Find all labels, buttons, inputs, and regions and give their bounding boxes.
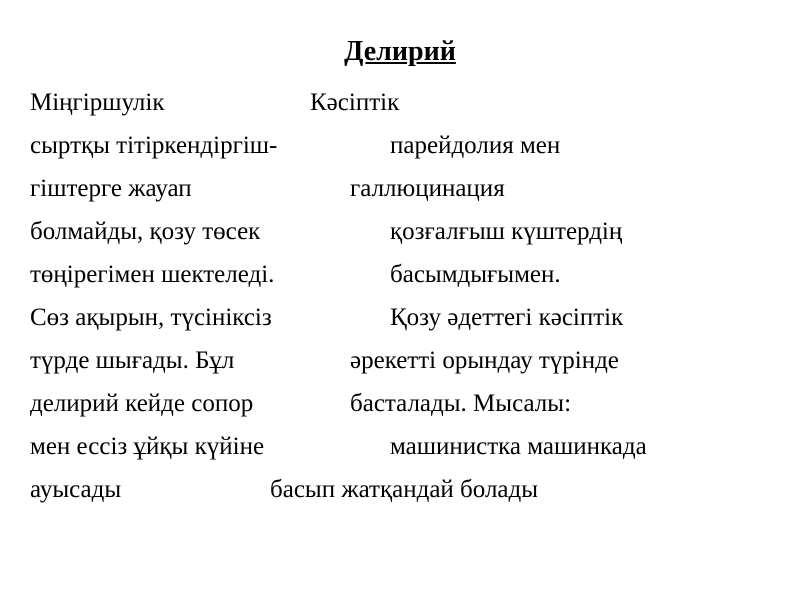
- left-line: болмайды, қозу төсек: [30, 218, 261, 245]
- left-line: төңірегімен шектеледі.: [30, 261, 275, 288]
- left-line: мен ессіз ұйқы күйіне: [30, 433, 265, 460]
- right-line: галлюцинация: [350, 175, 505, 202]
- right-heading: Кәсіптік: [310, 89, 400, 116]
- right-line: Қозу әдеттегі кәсіптік: [390, 304, 624, 331]
- right-line: басып жатқандай болады: [270, 476, 539, 503]
- left-line: сыртқы тітіркендіргіш-: [30, 132, 278, 159]
- left-line: түрде шығады. Бұл: [30, 347, 235, 374]
- left-line: ауысады: [30, 476, 122, 503]
- left-heading: Міңгіршулік: [30, 89, 165, 116]
- left-line: делирий кейде сопор: [30, 390, 254, 417]
- left-line: Сөз ақырын, түсініксіз: [30, 304, 272, 331]
- right-line: парейдолия мен: [390, 132, 561, 159]
- right-line: әрекетті орындау түрінде: [350, 347, 619, 374]
- slide-title: Делирий: [344, 36, 456, 67]
- right-line: қозғалғыш күштердің: [390, 218, 623, 245]
- right-line: басталады. Мысалы:: [350, 390, 572, 417]
- right-line: басымдығымен.: [390, 261, 561, 288]
- left-line: гіштерге жауап: [30, 175, 192, 202]
- right-line: машинистка машинкада: [390, 433, 647, 460]
